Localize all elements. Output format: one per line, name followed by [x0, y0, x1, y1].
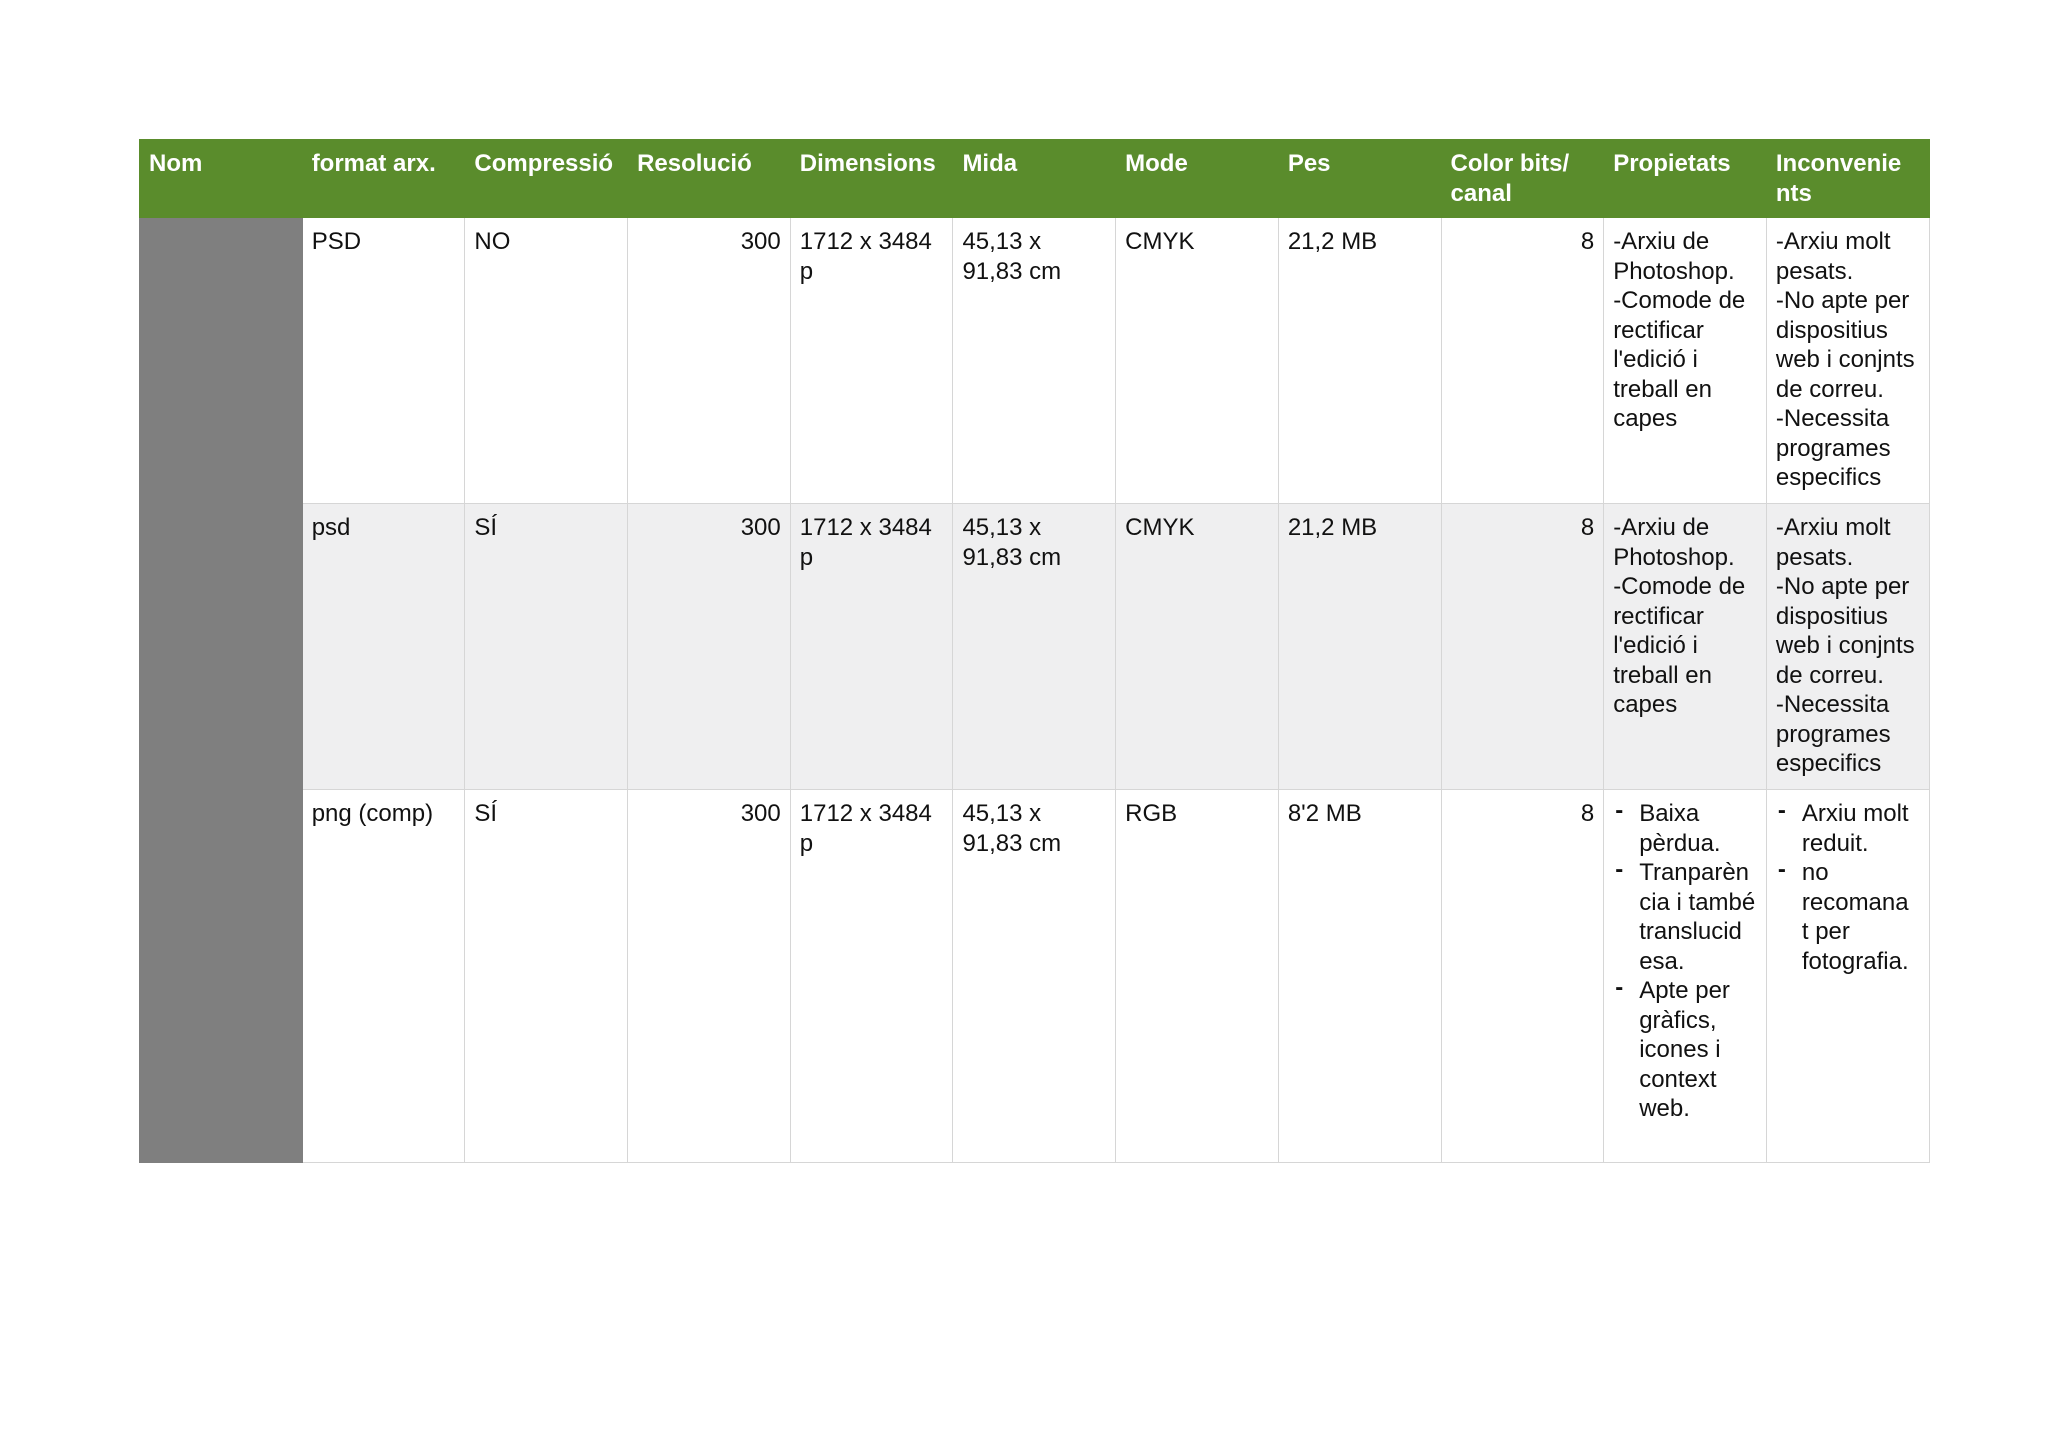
name-cell	[140, 790, 303, 1163]
mida-cell: 45,13 x 91,83 cm	[953, 504, 1116, 790]
inconvenients-cell	[1766, 790, 1929, 1163]
table-row	[140, 504, 1930, 790]
header-nom: Nom	[140, 140, 303, 218]
propietats-list	[1613, 799, 1757, 1124]
pes-cell: 21,2 MB	[1278, 218, 1441, 504]
pes-cell: 21,2 MB	[1278, 504, 1441, 790]
inconvenients-line: -Necessita programes especifics	[1775, 405, 1891, 491]
mida-cell: 45,13 x 91,83 cm	[953, 218, 1116, 504]
propietats-list-item: - Baixa pèrdua.	[1613, 799, 1757, 858]
header-row	[140, 140, 1930, 218]
dimensions-cell: 1712 x 3484 p	[790, 218, 953, 504]
inconvenients-line: -Arxiu molt pesats.	[1775, 228, 1891, 285]
format-cell: PSD	[302, 218, 465, 504]
mida-cell: 45,13 x 91,83 cm	[953, 790, 1116, 1163]
inconvenients-list-item: - no recomana t per fotografia.	[1776, 858, 1920, 976]
name-cell	[140, 504, 303, 790]
compressio-cell: SÍ	[465, 504, 628, 790]
header-propietats: Propietats	[1604, 140, 1767, 218]
header-format: format arx.	[302, 140, 465, 218]
resolucio-cell: 300	[628, 218, 791, 504]
header-mida: Mida	[953, 140, 1116, 218]
propietats-cell	[1604, 790, 1767, 1163]
dimensions-cell: 1712 x 3484 p	[790, 790, 953, 1163]
propietats-line: -Comode de rectificar l'edició i treball en capes	[1613, 573, 1746, 718]
inconvenients-list	[1776, 799, 1920, 976]
resolucio-cell: 300	[628, 790, 791, 1163]
resolucio-cell: 300	[628, 504, 791, 790]
color-bits-cell: 8	[1441, 790, 1604, 1163]
inconvenients-line: -No apte per dispositius web i conjnts de correu.	[1775, 287, 1915, 403]
table-row	[140, 790, 1930, 1163]
propietats-list-item: - Tranparèn cia i també translucid esa.	[1613, 858, 1757, 976]
table-row	[140, 218, 1930, 504]
dimensions-cell: 1712 x 3484 p	[790, 504, 953, 790]
inconvenients-line: -Arxiu molt pesats.	[1775, 514, 1891, 571]
compressio-cell: NO	[465, 218, 628, 504]
color-bits-cell: 8	[1441, 504, 1604, 790]
header-pes: Pes	[1278, 140, 1441, 218]
color-bits-cell: 8	[1441, 218, 1604, 504]
inconvenients-cell	[1766, 504, 1929, 790]
mode-cell: RGB	[1116, 790, 1279, 1163]
header-dimensions: Dimensions	[790, 140, 953, 218]
propietats-cell	[1604, 504, 1767, 790]
formats-table	[139, 139, 1930, 1163]
inconvenients-line: -No apte per dispositius web i conjnts de correu.	[1775, 573, 1915, 689]
header-resolucio: Resolució	[628, 140, 791, 218]
mode-cell: CMYK	[1116, 504, 1279, 790]
inconvenients-cell	[1766, 218, 1929, 504]
mode-cell: CMYK	[1116, 218, 1279, 504]
propietats-list-item: - Apte per gràfics, icones i context web.	[1613, 976, 1757, 1124]
format-cell: psd	[302, 504, 465, 790]
compressio-cell: SÍ	[465, 790, 628, 1163]
header-color-bits: Color bits/ canal	[1441, 140, 1604, 218]
format-cell: png (comp)	[302, 790, 465, 1163]
header-compressio: Compressió	[465, 140, 628, 218]
inconvenients-line: -Necessita programes especifics	[1775, 691, 1891, 777]
propietats-line: -Arxiu de Photoshop.	[1613, 228, 1735, 285]
propietats-line: -Arxiu de Photoshop.	[1613, 514, 1735, 571]
header-mode: Mode	[1116, 140, 1279, 218]
inconvenients-list-item: - Arxiu molt reduit.	[1776, 799, 1920, 858]
pes-cell: 8'2 MB	[1278, 790, 1441, 1163]
propietats-cell	[1604, 218, 1767, 504]
header-inconvenients: Inconvenie nts	[1766, 140, 1929, 218]
name-cell	[140, 218, 303, 504]
propietats-line: -Comode de rectificar l'edició i treball en capes	[1613, 287, 1746, 432]
